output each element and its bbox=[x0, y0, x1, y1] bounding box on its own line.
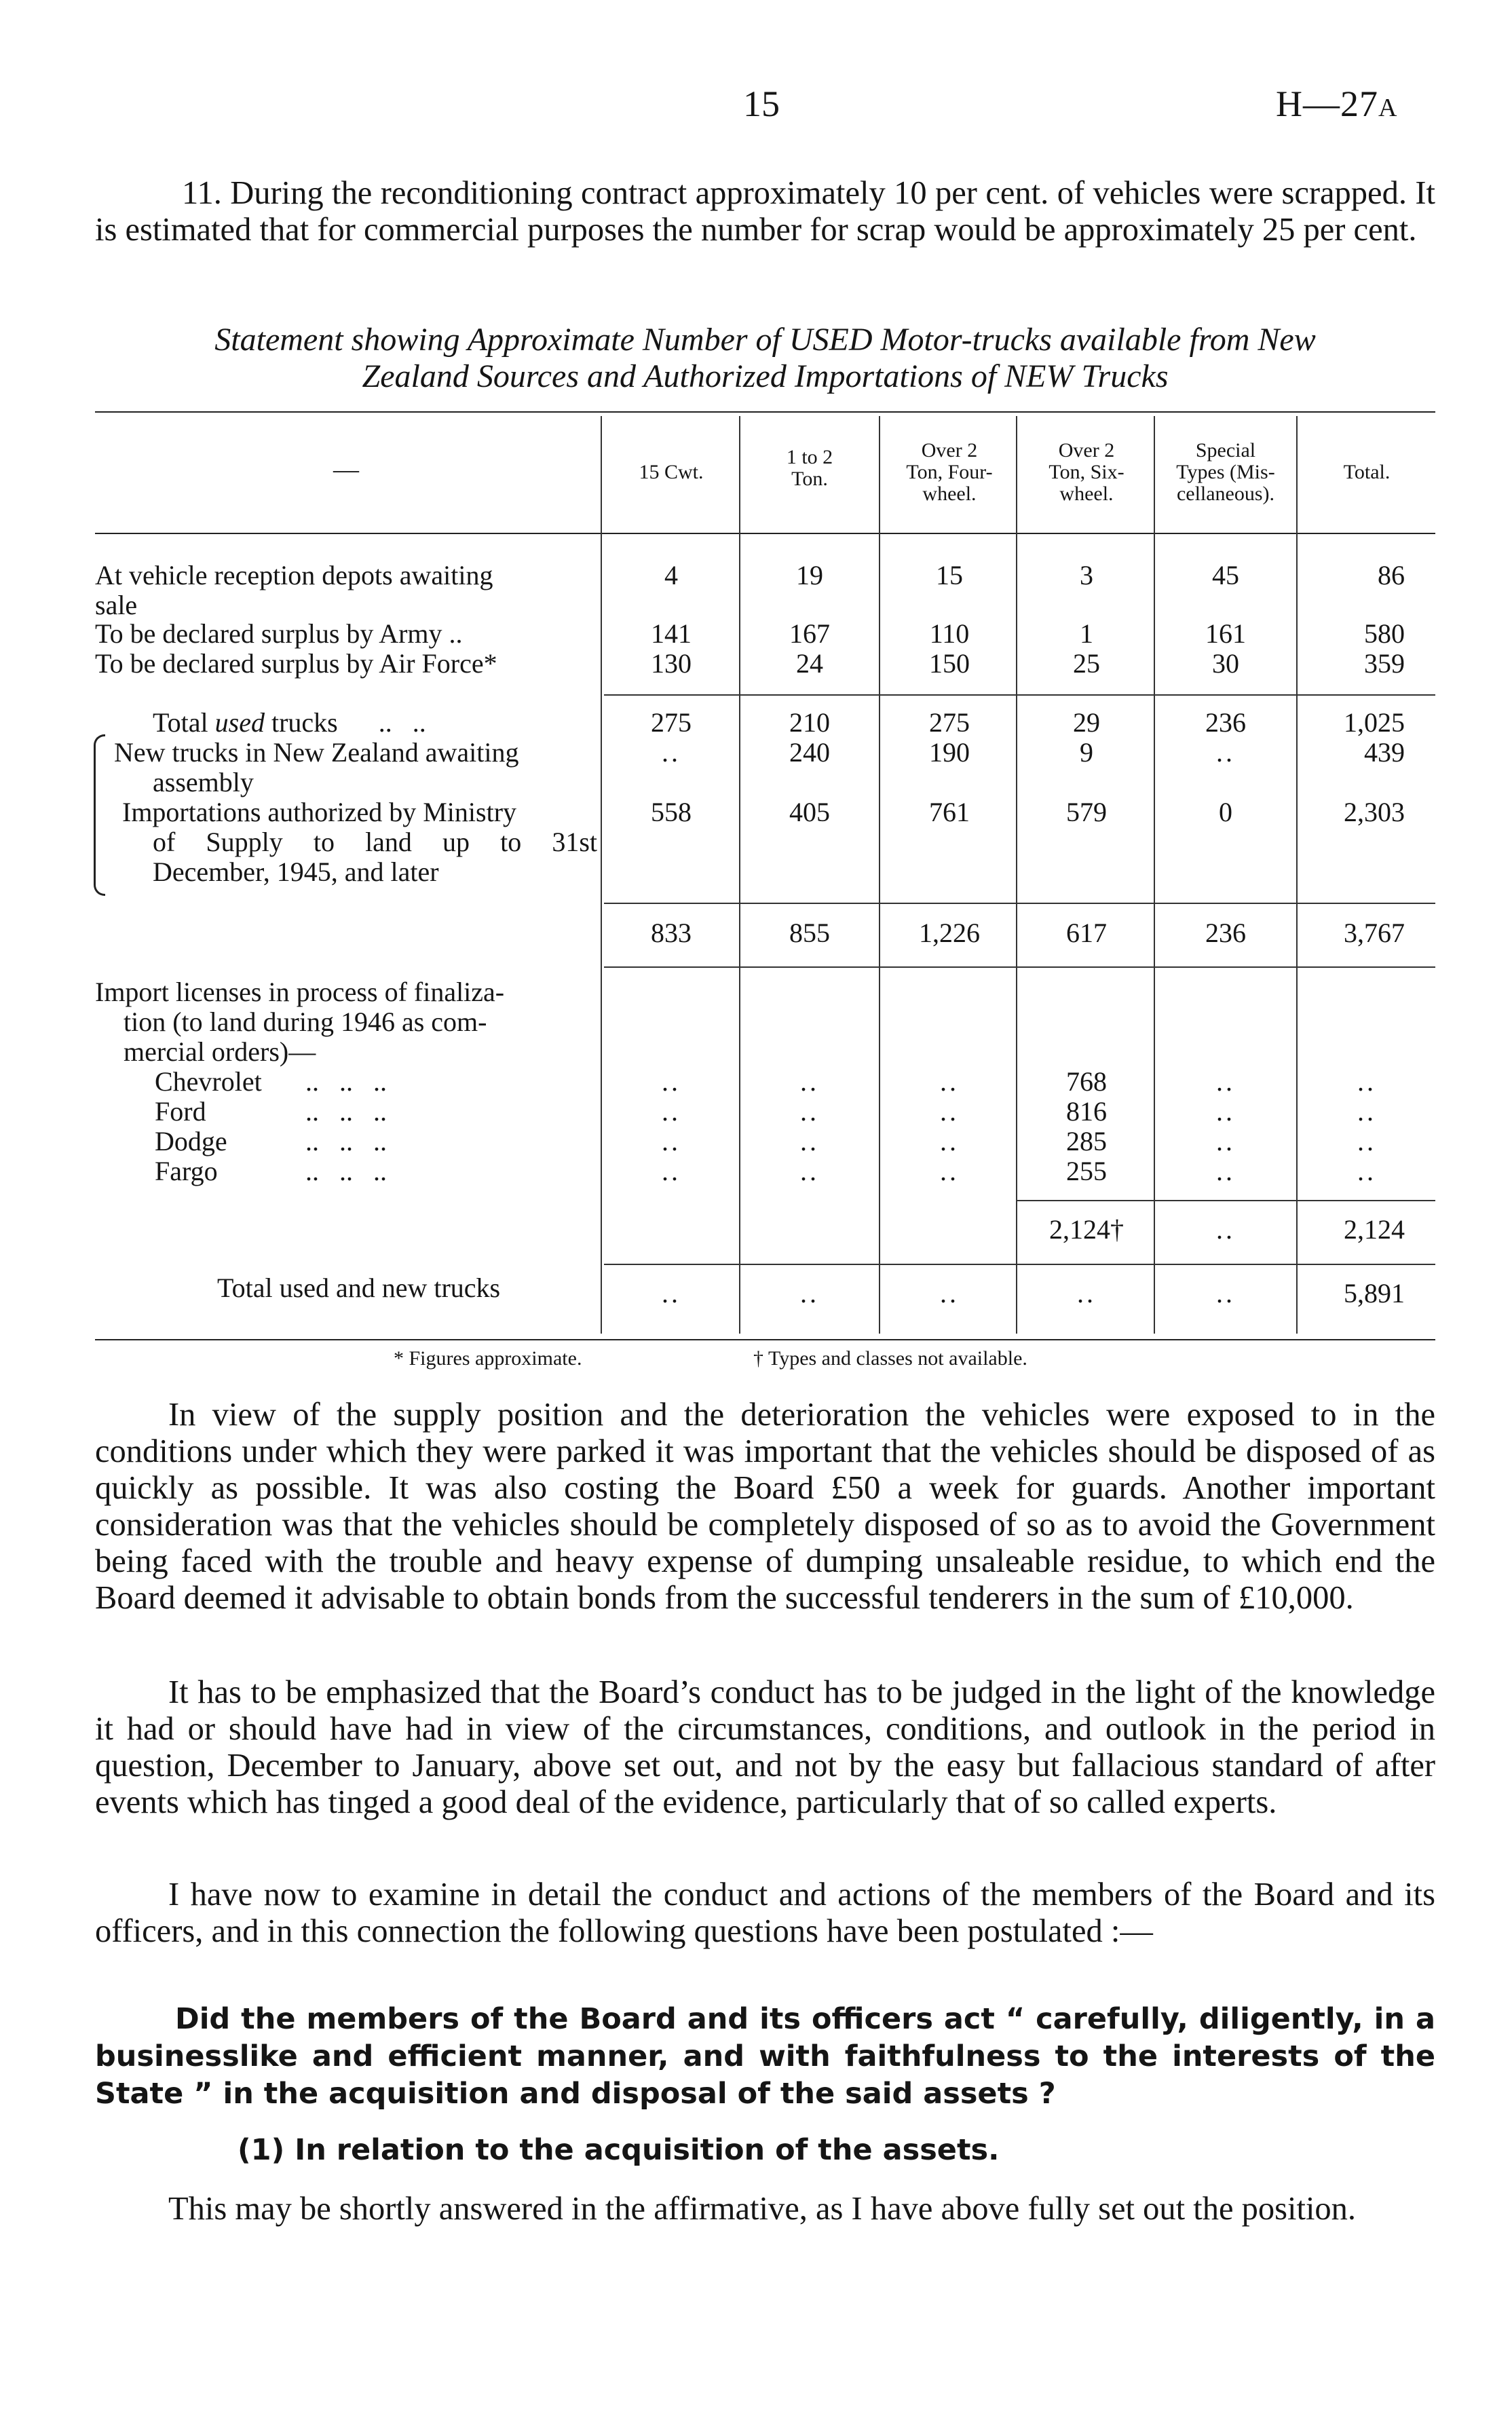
leader-dots: .. .. .. bbox=[305, 1066, 387, 1097]
table-cell: .. bbox=[1216, 1214, 1235, 1245]
table-cell: .. bbox=[1216, 1126, 1235, 1156]
table-cell: .. bbox=[940, 1126, 959, 1156]
table-cell: .. bbox=[1216, 737, 1235, 768]
table-bottom-rule bbox=[95, 1339, 1435, 1340]
subheading-acquisition: (1) In relation to the acquisition of the assets. bbox=[238, 2133, 1000, 2167]
table-cell: 1 bbox=[1080, 618, 1093, 649]
row-label: To be declared surplus by Air Force* bbox=[95, 648, 497, 679]
table-cell: .. bbox=[1216, 1066, 1235, 1097]
table-cell: 236 bbox=[1205, 918, 1246, 948]
table-cell: 5,891 bbox=[1344, 1278, 1405, 1308]
table-cell: 25 bbox=[1073, 648, 1100, 679]
table-cell: 30 bbox=[1212, 648, 1239, 679]
page-number: 15 bbox=[743, 83, 780, 124]
paragraph-answer: This may be shortly answered in the affirmative, as I have above fully set out the position. bbox=[168, 2191, 1357, 2227]
row-label: To be declared surplus by Army .. bbox=[95, 618, 463, 649]
column-header-line: cellaneous). bbox=[1176, 483, 1275, 505]
row-label: tion (to land during 1946 as com- bbox=[124, 1006, 487, 1037]
leader-dots: .. .. .. bbox=[305, 1096, 387, 1127]
column-header-line: Ton, Six- bbox=[1048, 461, 1124, 483]
row-label: Total used and new trucks bbox=[217, 1273, 501, 1303]
table-cell: 579 bbox=[1066, 797, 1107, 827]
table-header-rule bbox=[95, 533, 1435, 534]
table-cell: 190 bbox=[929, 737, 970, 768]
table-cell: .. bbox=[940, 1096, 959, 1127]
table-cell: 558 bbox=[651, 797, 692, 827]
row-label: At vehicle reception depots awaiting bbox=[95, 560, 493, 590]
table-cell: 833 bbox=[651, 918, 692, 948]
column-header-special bbox=[1156, 440, 1295, 505]
column-divider bbox=[1016, 416, 1017, 1334]
table-top-rule bbox=[95, 411, 1435, 413]
table-cell: .. bbox=[940, 1066, 959, 1097]
table-cell: 167 bbox=[789, 618, 830, 649]
row-label: mercial orders)— bbox=[124, 1036, 316, 1067]
stub-header: — bbox=[333, 455, 359, 484]
column-divider bbox=[601, 416, 602, 1334]
table-cell: 617 bbox=[1066, 918, 1107, 948]
table-cell: 816 bbox=[1066, 1096, 1107, 1127]
column-header-six-wheel bbox=[1019, 440, 1154, 505]
table-cell: 210 bbox=[789, 707, 830, 738]
table-cell: 359 bbox=[1364, 648, 1405, 679]
table-cell: 24 bbox=[796, 648, 823, 679]
table-cell: .. bbox=[1357, 1126, 1376, 1156]
row-label bbox=[153, 708, 426, 738]
footnote-approximate: * Figures approximate. bbox=[394, 1347, 582, 1370]
table-cell: 580 bbox=[1364, 618, 1405, 649]
table-cell: 19 bbox=[796, 560, 823, 590]
table-cell: 236 bbox=[1205, 707, 1246, 738]
table-cell: .. bbox=[662, 1278, 681, 1308]
table-cell: .. bbox=[662, 1156, 681, 1186]
sum-rule bbox=[1016, 1200, 1435, 1201]
table-cell: 275 bbox=[651, 707, 692, 738]
document-code bbox=[1276, 83, 1397, 125]
document-code-main: H—27 bbox=[1276, 83, 1378, 124]
table-cell: 255 bbox=[1066, 1156, 1107, 1186]
question-heading: Did the members of the Board and its officers act “ carefully, diligently, in a businesslike and efficient manner, and with faithfulness to the interests of the State ” in the acquisition and disposal of the said assets ? bbox=[95, 2002, 1435, 2111]
row-label: sale bbox=[95, 590, 138, 620]
column-header-line: Over 2 bbox=[1058, 439, 1115, 462]
table-cell: 2,124† bbox=[1049, 1214, 1124, 1245]
table-cell: .. bbox=[1357, 1066, 1376, 1097]
table-cell: 15 bbox=[936, 560, 963, 590]
table-cell: 285 bbox=[1066, 1126, 1107, 1156]
table-cell: 4 bbox=[664, 560, 678, 590]
row-label-emphasis: used bbox=[214, 707, 265, 738]
sum-rule bbox=[604, 966, 1435, 968]
table-cell: 45 bbox=[1212, 560, 1239, 590]
table-cell: .. bbox=[1357, 1096, 1376, 1127]
table-caption-line-2: Zealand Sources and Authorized Importations of NEW Trucks bbox=[362, 358, 1169, 394]
table-cell: .. bbox=[1077, 1278, 1096, 1308]
document-code-suffix: A bbox=[1378, 94, 1398, 122]
column-divider bbox=[739, 416, 740, 1334]
column-header-15cwt: 15 Cwt. bbox=[639, 461, 704, 483]
row-label-part: Total bbox=[153, 707, 215, 738]
table-cell: .. bbox=[800, 1096, 819, 1127]
table-cell: 110 bbox=[929, 618, 970, 649]
column-header-line: wheel. bbox=[1059, 483, 1114, 505]
row-label: of Supply to land up to 31st bbox=[153, 827, 597, 857]
column-header-1-to-2-ton bbox=[742, 447, 877, 490]
table-cell: 1,025 bbox=[1344, 707, 1405, 738]
column-header-line: Ton. bbox=[791, 468, 828, 490]
leader-dots: .. .. bbox=[378, 707, 426, 738]
table-cell: .. bbox=[1357, 1156, 1376, 1186]
table-cell: .. bbox=[940, 1278, 959, 1308]
column-header-line: Over 2 bbox=[921, 439, 978, 462]
leader-dots: .. .. .. bbox=[305, 1156, 387, 1186]
table-cell: .. bbox=[662, 1096, 681, 1127]
sum-rule bbox=[604, 1264, 1435, 1265]
table-cell: .. bbox=[662, 737, 681, 768]
table-cell: 86 bbox=[1378, 560, 1405, 590]
column-header-line: Types (Mis- bbox=[1176, 461, 1275, 483]
table-cell: .. bbox=[662, 1126, 681, 1156]
table-cell: 2,124 bbox=[1344, 1214, 1405, 1245]
table-cell: 768 bbox=[1066, 1066, 1107, 1097]
paragraph-examine: I have now to examine in detail the conduct and actions of the members of the Board and its officers, and in this connection the following questions have been postulated :— bbox=[95, 1877, 1435, 1949]
footnote-types: † Types and classes not available. bbox=[753, 1347, 1027, 1370]
table-cell: 3 bbox=[1080, 560, 1093, 590]
table-cell: .. bbox=[800, 1278, 819, 1308]
grouping-brace bbox=[94, 734, 105, 896]
column-header-line: Special bbox=[1195, 439, 1256, 462]
paragraph-11: 11. During the reconditioning contract approximately 10 per cent. of vehicles were scrapped. It is estimated that for commercial purposes the number for scrap would be approximately 25 per cent. bbox=[95, 175, 1435, 248]
table-cell: .. bbox=[1216, 1096, 1235, 1127]
table-cell: .. bbox=[800, 1126, 819, 1156]
table-cell: 141 bbox=[651, 618, 692, 649]
table-cell: 29 bbox=[1073, 707, 1100, 738]
column-header-line: 1 to 2 bbox=[786, 446, 833, 468]
table-cell: 405 bbox=[789, 797, 830, 827]
column-header-line: Ton, Four- bbox=[906, 461, 993, 483]
table-cell: .. bbox=[800, 1066, 819, 1097]
leader-dots: .. .. .. bbox=[305, 1126, 387, 1156]
column-header-total: Total. bbox=[1343, 461, 1391, 483]
table-cell: 1,226 bbox=[919, 918, 980, 948]
row-label: New trucks in New Zealand awaiting bbox=[114, 737, 519, 768]
table-cell: 240 bbox=[789, 737, 830, 768]
table-cell: 2,303 bbox=[1344, 797, 1405, 827]
table-cell: 761 bbox=[929, 797, 970, 827]
table-cell: 9 bbox=[1080, 737, 1093, 768]
column-header-line: wheel. bbox=[922, 483, 977, 505]
table-caption-line-1: Statement showing Approximate Number of USED Motor-trucks available from New bbox=[214, 322, 1316, 358]
table-cell: 275 bbox=[929, 707, 970, 738]
table-cell: .. bbox=[800, 1156, 819, 1186]
row-label: Importations authorized by Ministry bbox=[122, 797, 517, 827]
sum-rule bbox=[604, 903, 1435, 904]
row-label-part: trucks bbox=[264, 707, 338, 738]
paragraph-emphasized: It has to be emphasized that the Board’s conduct has to be judged in the light of the knowledge it had or should have had in view of the circumstances, conditions, and outlook in the period in question, December to January, above set out, and not by the easy but fallacious standard of after events which has tinged a good deal of the evidence, particularly that of so called experts. bbox=[95, 1674, 1435, 1820]
column-divider bbox=[879, 416, 880, 1334]
table-cell: 130 bbox=[651, 648, 692, 679]
table-cell: 161 bbox=[1205, 618, 1246, 649]
row-label: assembly bbox=[153, 767, 254, 797]
table-cell: 3,767 bbox=[1344, 918, 1405, 948]
table-cell: .. bbox=[1216, 1278, 1235, 1308]
column-divider bbox=[1154, 416, 1155, 1334]
column-header-four-wheel bbox=[882, 440, 1017, 505]
row-label: Dodge bbox=[155, 1126, 227, 1156]
row-label: Chevrolet bbox=[155, 1066, 262, 1097]
table-cell: 150 bbox=[929, 648, 970, 679]
table-cell: 0 bbox=[1219, 797, 1232, 827]
row-label: Ford bbox=[155, 1096, 206, 1127]
table-cell: .. bbox=[940, 1156, 959, 1186]
paragraph-supply-position: In view of the supply position and the deterioration the vehicles were exposed to in the conditions under which they were parked it was important that the vehicles should be disposed of as quickly as possible. It was also costing the Board £50 a week for guards. Another important consideration was that the vehicles should be completely disposed of so as to avoid the Government being faced with the trouble and heavy expense of dumping unsaleable residue, to which end the Board deemed it advisable to obtain bonds from the successful tenderers in the sum of £10,000. bbox=[95, 1397, 1435, 1616]
row-label: December, 1945, and later bbox=[153, 856, 439, 887]
table-cell: .. bbox=[1216, 1156, 1235, 1186]
row-label: Fargo bbox=[155, 1156, 218, 1186]
table-cell: .. bbox=[662, 1066, 681, 1097]
table-cell: 439 bbox=[1364, 737, 1405, 768]
table-cell: 855 bbox=[789, 918, 830, 948]
column-divider bbox=[1296, 416, 1298, 1334]
sum-rule bbox=[604, 694, 1435, 696]
row-label: Import licenses in process of finaliza- bbox=[95, 977, 505, 1007]
